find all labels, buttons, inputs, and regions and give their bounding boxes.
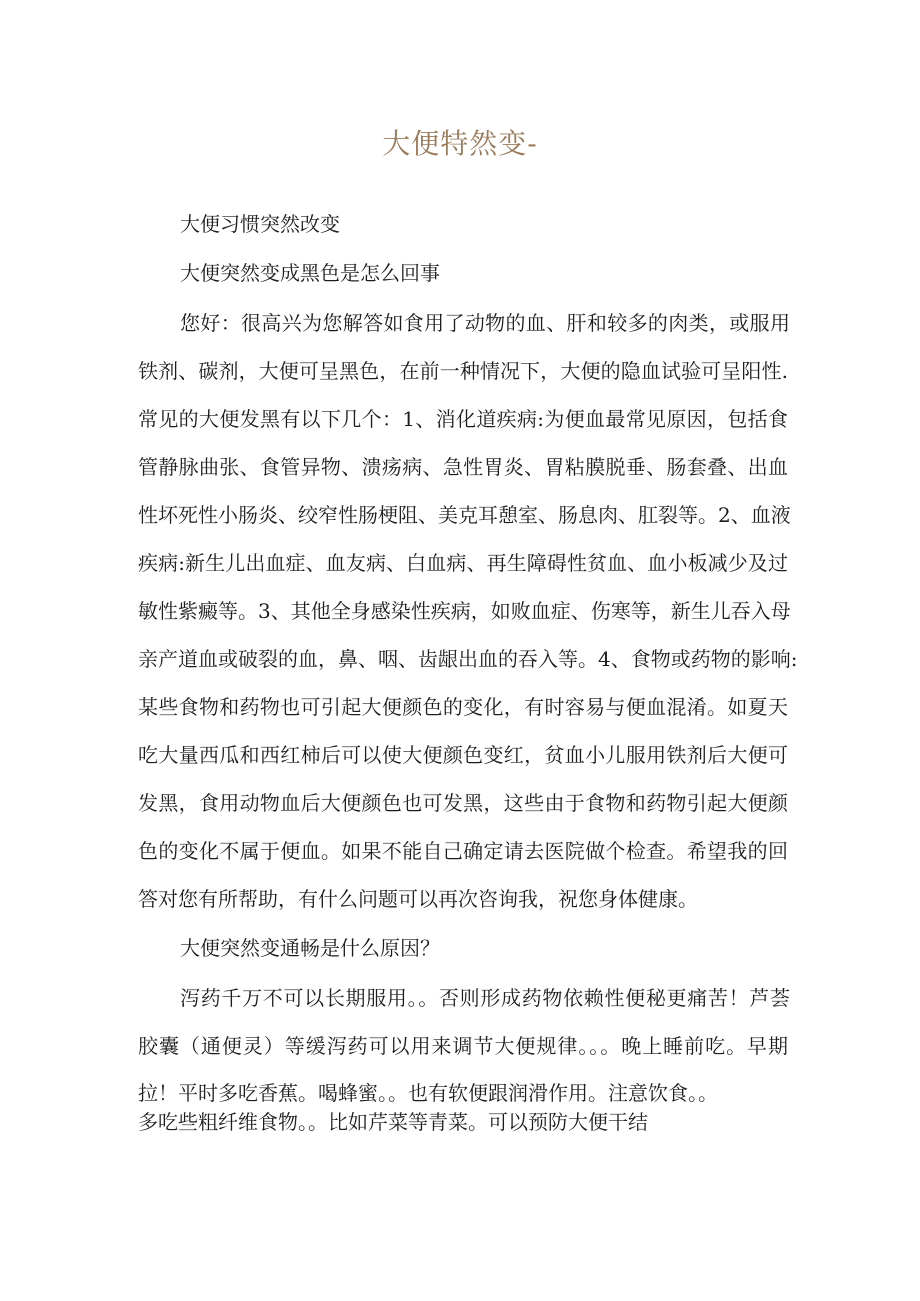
answer2-line: 多吃些粗纤维食物。。比如芹菜等青菜。可以预防大便干结 xyxy=(138,1110,648,1134)
answer1-line: 性坏死性小肠炎、绞窄性肠梗阻、美克耳憩室、肠息肉、肛裂等。2、血液 xyxy=(138,503,791,527)
answer1-line: 疾病:新生儿出血症、血友病、白血病、再生障碍性贫血、血小板减少及过 xyxy=(138,551,788,575)
answer1-line: 常见的大便发黑有以下几个：1、消化道疾病:为便血最常见原因，包括食 xyxy=(138,407,788,431)
answer1-line: 发黑，食用动物血后大便颜色也可发黑，这些由于食物和药物引起大便颜 xyxy=(138,791,788,815)
answer1-line: 吃大量西瓜和西红柿后可以使大便颜色变红，贫血小儿服用铁剂后大便可 xyxy=(138,743,788,767)
answer1-line: 答对您有所帮助，有什么问题可以再次咨询我，祝您身体健康。 xyxy=(138,887,698,911)
answer1-line: 管静脉曲张、食管异物、溃疡病、急性胃炎、胃粘膜脱垂、肠套叠、出血 xyxy=(138,455,788,479)
answer2-line: 泻药千万不可以长期服用。。否则形成药物依赖性便秘更痛苦！芦荟 xyxy=(180,986,790,1010)
answer2-line: 拉！平时多吃香蕉。喝蜂蜜。。也有软便跟润滑作用。注意饮食。。 xyxy=(138,1081,718,1105)
heading-black-stool: 大便突然变成黑色是怎么回事 xyxy=(180,261,440,285)
answer1-line: 敏性紫癜等。3、其他全身感染性疾病，如败血症、伤寒等，新生儿吞入母 xyxy=(138,599,791,623)
heading-habit-change: 大便习惯突然改变 xyxy=(180,212,340,236)
document-title: 大便特然变- xyxy=(382,127,538,160)
answer1-line: 铁剂、碳剂，大便可呈黑色，在前一种情况下，大便的隐血试验可呈阳性. xyxy=(138,359,788,383)
answer1-line: 色的变化不属于便血。如果不能自己确定请去医院做个检查。希望我的回 xyxy=(138,839,788,863)
answer2-line: 胶囊（通便灵）等缓泻药可以用来调节大便规律。。。晚上睡前吃。早期 xyxy=(138,1034,788,1058)
answer1-line: 某些食物和药物也可引起大便颜色的变化，有时容易与便血混淆。如夏天 xyxy=(138,695,788,719)
answer1-line: 您好：很高兴为您解答如食用了动物的血、肝和较多的肉类，或服用 xyxy=(180,311,790,335)
answer1-line: 亲产道血或破裂的血，鼻、咽、齿龈出血的吞入等。4、食物或药物的影响: xyxy=(138,647,798,671)
heading-unobstructed-stool: 大便突然变通畅是什么原因？ xyxy=(180,936,440,960)
